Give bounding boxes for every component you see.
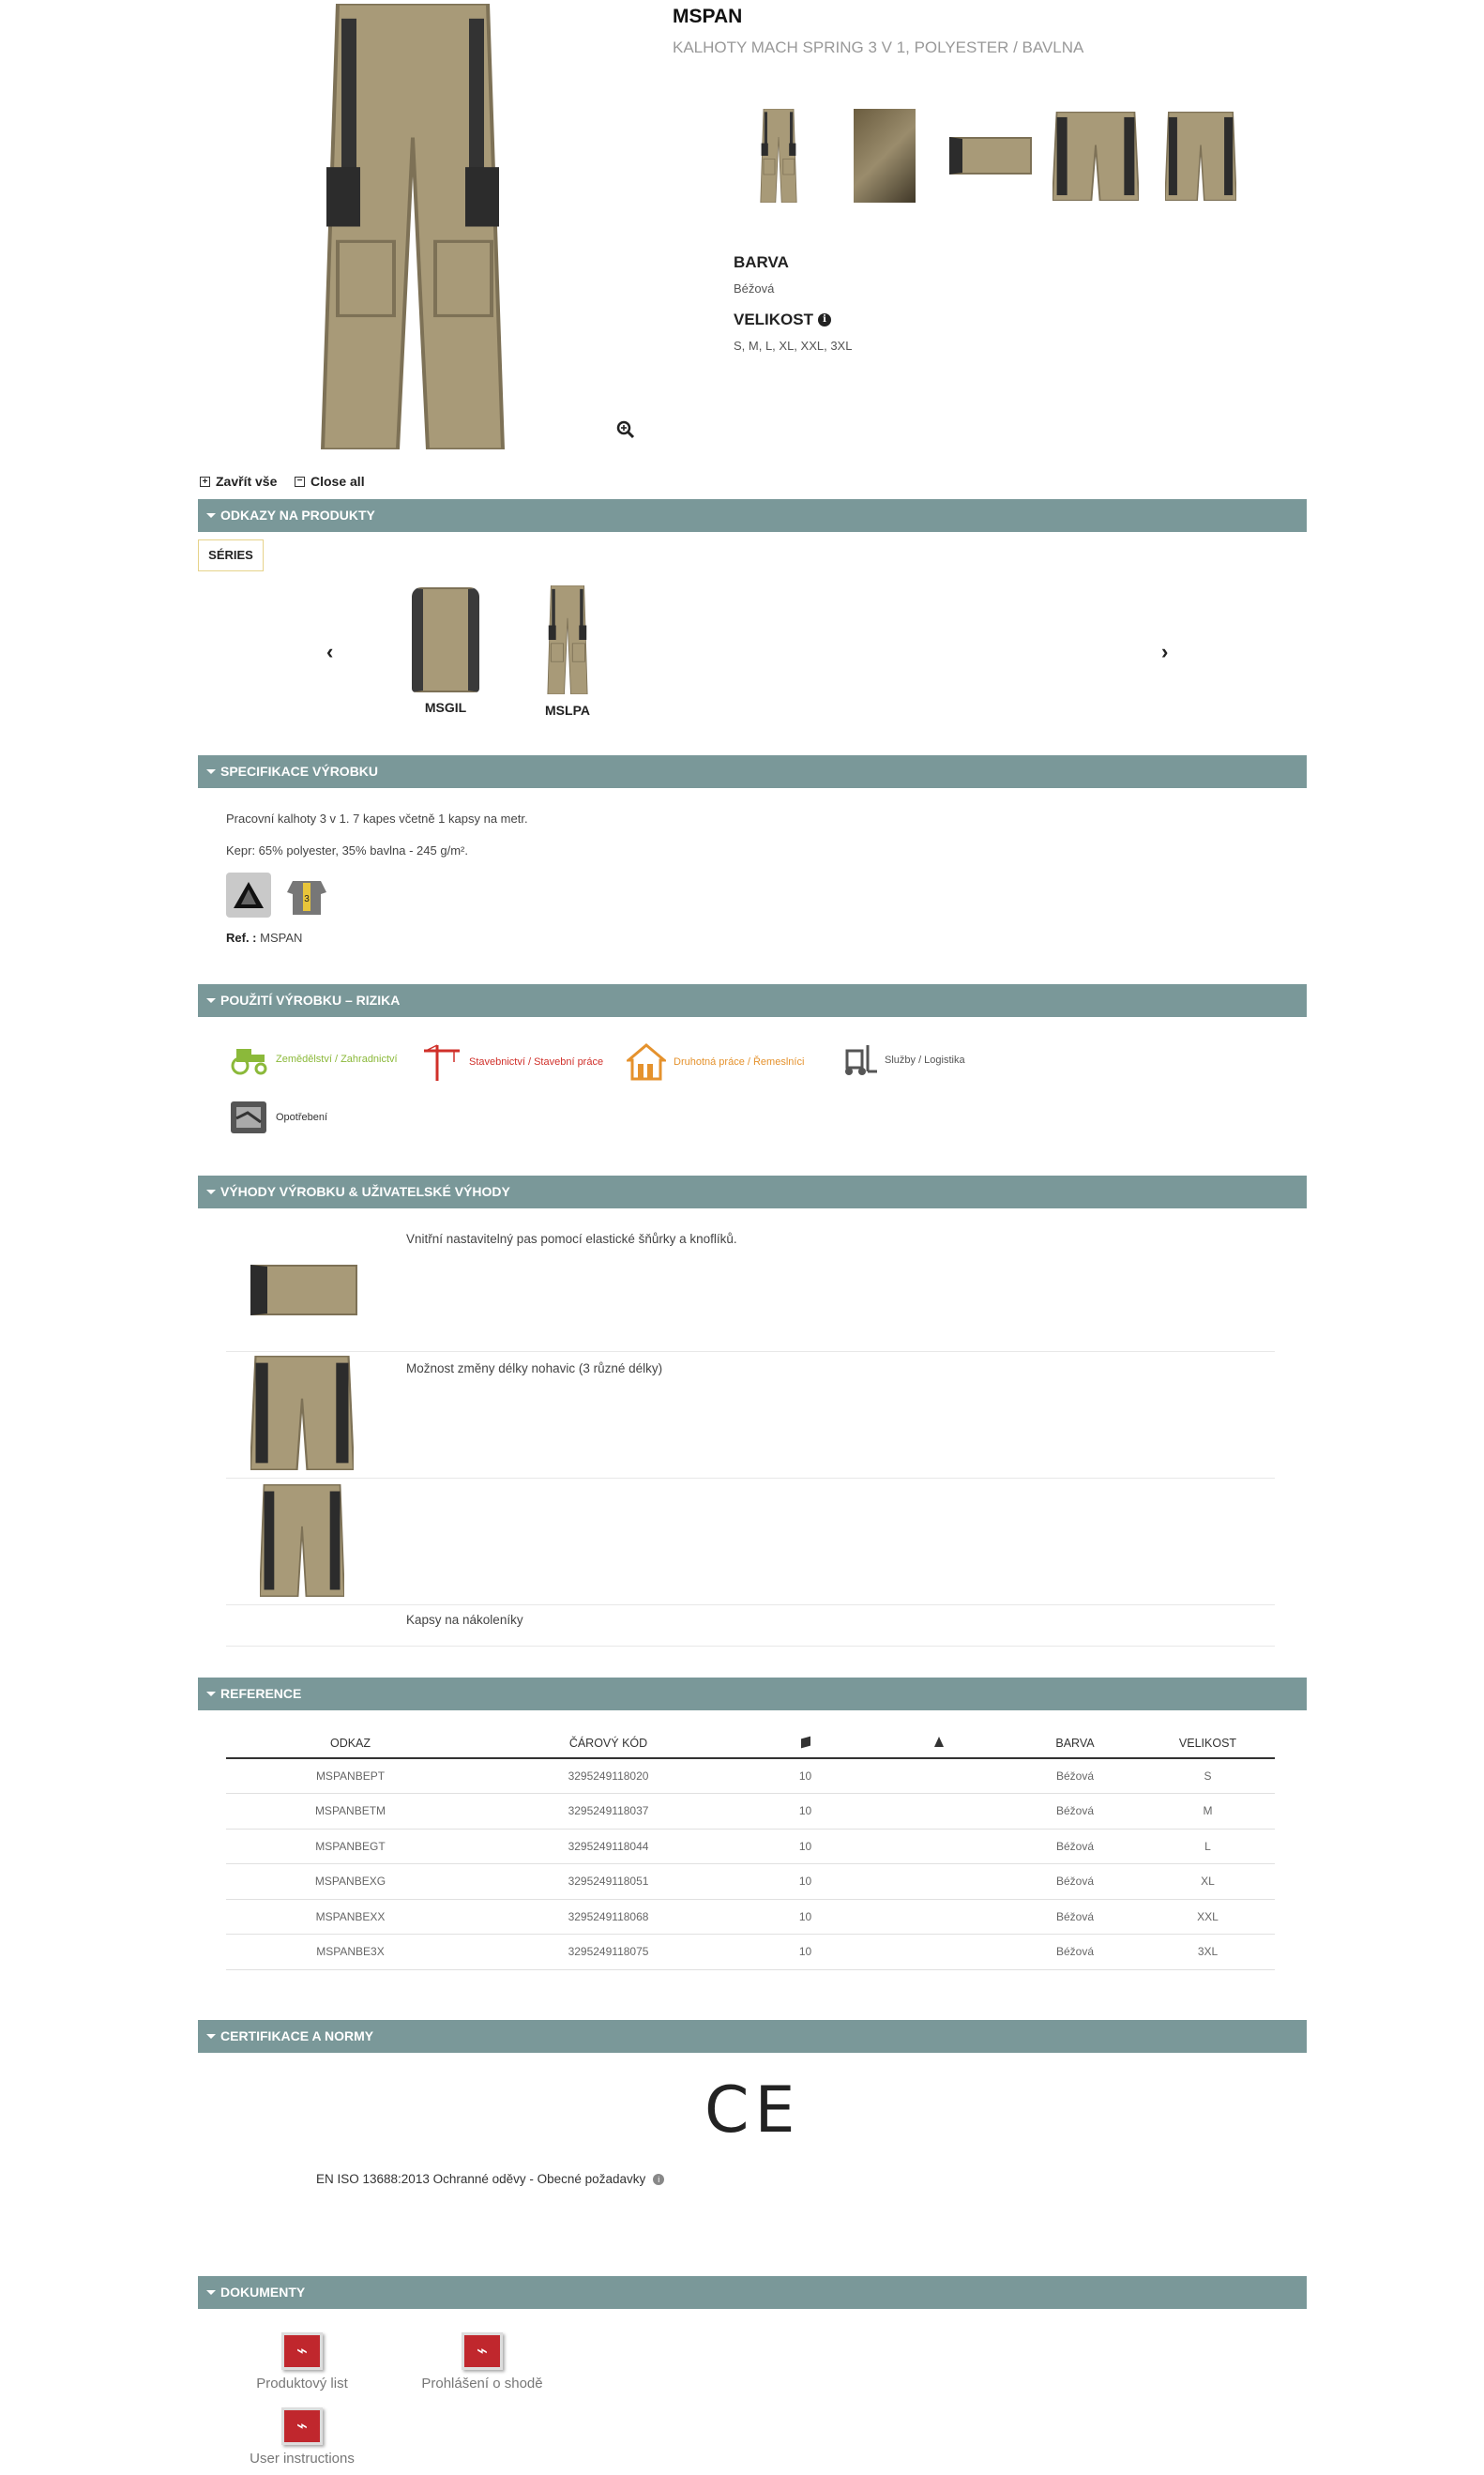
close-all-button[interactable] bbox=[295, 474, 365, 489]
benefit-text: Kapsy na nákoleníky bbox=[406, 1613, 523, 1627]
thumbnail-4[interactable] bbox=[1051, 105, 1141, 206]
svg-text:3: 3 bbox=[304, 894, 310, 904]
spec-line-1: Pracovní kalhoty 3 v 1. 7 kapes včetně 1 kapsy na metr. bbox=[226, 812, 528, 826]
section-header-usage[interactable]: POUŽITÍ VÝROBKU – RIZIKA bbox=[198, 984, 1307, 1017]
tractor-icon bbox=[229, 1043, 268, 1075]
cell-box: 10 bbox=[742, 1794, 869, 1830]
cell-size: XXL bbox=[1141, 1899, 1275, 1935]
benefit-item bbox=[226, 1220, 1275, 1352]
cell-color: Béžová bbox=[1009, 1758, 1141, 1794]
cell-barcode: 3295249118037 bbox=[475, 1794, 742, 1830]
col-header-person bbox=[869, 1728, 1009, 1758]
reference-table bbox=[226, 1728, 1275, 1970]
color-value: Béžová bbox=[734, 281, 775, 296]
cell-box: 10 bbox=[742, 1899, 869, 1935]
ref-label: Ref. : bbox=[226, 931, 257, 945]
cell-size: M bbox=[1141, 1794, 1275, 1830]
col-header-barcode: ČÁROVÝ KÓD bbox=[475, 1728, 742, 1758]
cell-box: 10 bbox=[742, 1758, 869, 1794]
size-label: VELIKOST bbox=[734, 311, 814, 328]
cell-person bbox=[869, 1864, 1009, 1900]
ce-mark: CE bbox=[704, 2073, 801, 2148]
table-row bbox=[226, 1935, 1275, 1970]
cell-ref: MSPANBEGT bbox=[226, 1829, 475, 1864]
cell-barcode: 3295249118051 bbox=[475, 1864, 742, 1900]
cell-person bbox=[869, 1935, 1009, 1970]
usage-label: Opotřebení bbox=[276, 1112, 328, 1123]
table-row bbox=[226, 1829, 1275, 1864]
doc-label: User instructions bbox=[250, 2451, 355, 2467]
info-icon[interactable]: i bbox=[653, 2174, 664, 2185]
usage-logistics bbox=[838, 1043, 965, 1077]
benefit-text: Možnost změny délky nohavic (3 různé délky) bbox=[406, 1361, 663, 1375]
usage-crafts bbox=[627, 1043, 804, 1081]
pdf-icon: ⌁ bbox=[281, 2407, 323, 2445]
cell-box: 10 bbox=[742, 1829, 869, 1864]
house-icon bbox=[627, 1043, 666, 1081]
col-header-ref: ODKAZ bbox=[226, 1728, 475, 1758]
delta-logo-icon bbox=[226, 873, 271, 918]
section-header-reference[interactable]: REFERENCE bbox=[198, 1678, 1307, 1710]
related-item-label: MSGIL bbox=[424, 700, 467, 715]
spec-ref bbox=[226, 931, 302, 945]
cert-norm-text: EN ISO 13688:2013 Ochranné oděvy - Obecné požadavky bbox=[316, 2172, 646, 2186]
minus-square-icon: − bbox=[295, 477, 305, 487]
benefit-item bbox=[226, 1479, 1275, 1605]
product-subtitle: KALHOTY MACH SPRING 3 V 1, POLYESTER / BAVLNA bbox=[673, 38, 1084, 56]
cell-ref: MSPANBEXX bbox=[226, 1899, 475, 1935]
wear-icon bbox=[229, 1100, 268, 1135]
cell-color: Béžová bbox=[1009, 1864, 1141, 1900]
cell-barcode: 3295249118075 bbox=[475, 1935, 742, 1970]
cell-barcode: 3295249118044 bbox=[475, 1829, 742, 1864]
cell-ref: MSPANBEXG bbox=[226, 1864, 475, 1900]
pants-image bbox=[547, 585, 588, 694]
doc-label: Produktový list bbox=[256, 2376, 348, 2391]
forklift-icon bbox=[838, 1043, 877, 1077]
thumbnail-3[interactable] bbox=[947, 105, 1034, 206]
cell-size: XL bbox=[1141, 1864, 1275, 1900]
cell-size: L bbox=[1141, 1829, 1275, 1864]
benefit-image bbox=[250, 1265, 357, 1315]
benefit-image bbox=[260, 1484, 344, 1597]
cell-person bbox=[869, 1758, 1009, 1794]
cell-color: Béžová bbox=[1009, 1829, 1141, 1864]
cell-ref: MSPANBE3X bbox=[226, 1935, 475, 1970]
cell-ref: MSPANBETM bbox=[226, 1794, 475, 1830]
doc-user-instructions[interactable] bbox=[208, 2407, 396, 2467]
table-row bbox=[226, 1864, 1275, 1900]
usage-label: Druhotná práce / Řemeslníci bbox=[674, 1056, 805, 1068]
person-icon bbox=[934, 1737, 944, 1747]
vest-image bbox=[412, 587, 479, 692]
pdf-icon: ⌁ bbox=[281, 2332, 323, 2370]
close-all-label: Close all bbox=[310, 474, 365, 489]
box-icon bbox=[801, 1736, 810, 1748]
col-header-box bbox=[742, 1728, 869, 1758]
color-label: BARVA bbox=[734, 253, 789, 271]
thumbnail-5[interactable] bbox=[1163, 105, 1238, 206]
related-item-mslpa[interactable] bbox=[525, 582, 610, 718]
cell-color: Béžová bbox=[1009, 1899, 1141, 1935]
col-header-size: VELIKOST bbox=[1141, 1728, 1275, 1758]
usage-label: Stavebnictví / Stavební práce bbox=[469, 1056, 604, 1068]
cell-color: Béžová bbox=[1009, 1935, 1141, 1970]
related-item-msgil[interactable] bbox=[403, 582, 488, 715]
pdf-icon: ⌁ bbox=[462, 2332, 503, 2370]
usage-wear bbox=[229, 1100, 327, 1135]
doc-declaration[interactable] bbox=[388, 2332, 576, 2391]
section-header-cert[interactable]: CERTIFIKACE A NORMY bbox=[198, 2020, 1307, 2053]
usage-agriculture bbox=[229, 1043, 398, 1075]
expand-all-label: Zavřít vše bbox=[216, 474, 278, 489]
benefit-item bbox=[226, 1352, 1275, 1479]
table-header-row bbox=[226, 1728, 1275, 1758]
benefit-item bbox=[226, 1605, 1275, 1647]
thumbnail-1[interactable] bbox=[750, 105, 807, 206]
doc-product-sheet[interactable] bbox=[208, 2332, 396, 2391]
section-header-spec[interactable]: SPECIFIKACE VÝROBKU bbox=[198, 755, 1307, 788]
thumbnail-2[interactable] bbox=[854, 105, 916, 206]
size-value: S, M, L, XL, XXL, 3XL bbox=[734, 339, 853, 353]
table-row bbox=[226, 1758, 1275, 1794]
section-header-benefits[interactable]: VÝHODY VÝROBKU & UŽIVATELSKÉ VÝHODY bbox=[198, 1176, 1307, 1208]
usage-label: Služby / Logistika bbox=[885, 1055, 965, 1066]
section-header-docs[interactable]: DOKUMENTY bbox=[198, 2276, 1307, 2309]
cell-person bbox=[869, 1829, 1009, 1864]
usage-construction bbox=[422, 1043, 603, 1081]
table-row bbox=[226, 1794, 1275, 1830]
cell-box: 10 bbox=[742, 1935, 869, 1970]
cell-barcode: 3295249118020 bbox=[475, 1758, 742, 1794]
cell-person bbox=[869, 1899, 1009, 1935]
three-in-one-icon bbox=[284, 873, 329, 918]
usage-label: Zemědělství / Zahradnictví bbox=[276, 1054, 398, 1065]
info-icon[interactable]: i bbox=[818, 313, 831, 326]
tab-series[interactable]: SÉRIES bbox=[198, 539, 264, 571]
cell-color: Béžová bbox=[1009, 1794, 1141, 1830]
benefit-text: Vnitřní nastavitelný pas pomocí elastické šňůrky a knoflíků. bbox=[406, 1232, 737, 1246]
crane-icon bbox=[422, 1043, 462, 1081]
ref-value: MSPAN bbox=[260, 931, 303, 945]
product-title: MSPAN bbox=[673, 6, 743, 27]
cell-ref: MSPANBEPT bbox=[226, 1758, 475, 1794]
cert-norm bbox=[316, 2172, 664, 2186]
carousel-prev-button[interactable]: ‹ bbox=[326, 640, 334, 663]
cell-size: 3XL bbox=[1141, 1935, 1275, 1970]
cell-person bbox=[869, 1794, 1009, 1830]
doc-label: Prohlášení o shodě bbox=[421, 2376, 543, 2391]
col-header-color: BARVA bbox=[1009, 1728, 1141, 1758]
cell-size: S bbox=[1141, 1758, 1275, 1794]
expand-all-button[interactable] bbox=[200, 474, 277, 489]
table-row bbox=[226, 1899, 1275, 1935]
benefit-image bbox=[250, 1356, 354, 1470]
spec-line-2: Kepr: 65% polyester, 35% bavlna - 245 g/m². bbox=[226, 843, 468, 858]
size-label-wrap bbox=[734, 311, 831, 329]
section-header-links[interactable]: ODKAZY NA PRODUKTY bbox=[198, 499, 1307, 532]
related-item-label: MSLPA bbox=[545, 703, 590, 718]
main-product-image[interactable] bbox=[319, 4, 507, 449]
plus-square-icon: + bbox=[200, 477, 210, 487]
cell-box: 10 bbox=[742, 1864, 869, 1900]
carousel-next-button[interactable]: › bbox=[1161, 640, 1169, 663]
cell-barcode: 3295249118068 bbox=[475, 1899, 742, 1935]
zoom-icon[interactable] bbox=[616, 420, 635, 439]
